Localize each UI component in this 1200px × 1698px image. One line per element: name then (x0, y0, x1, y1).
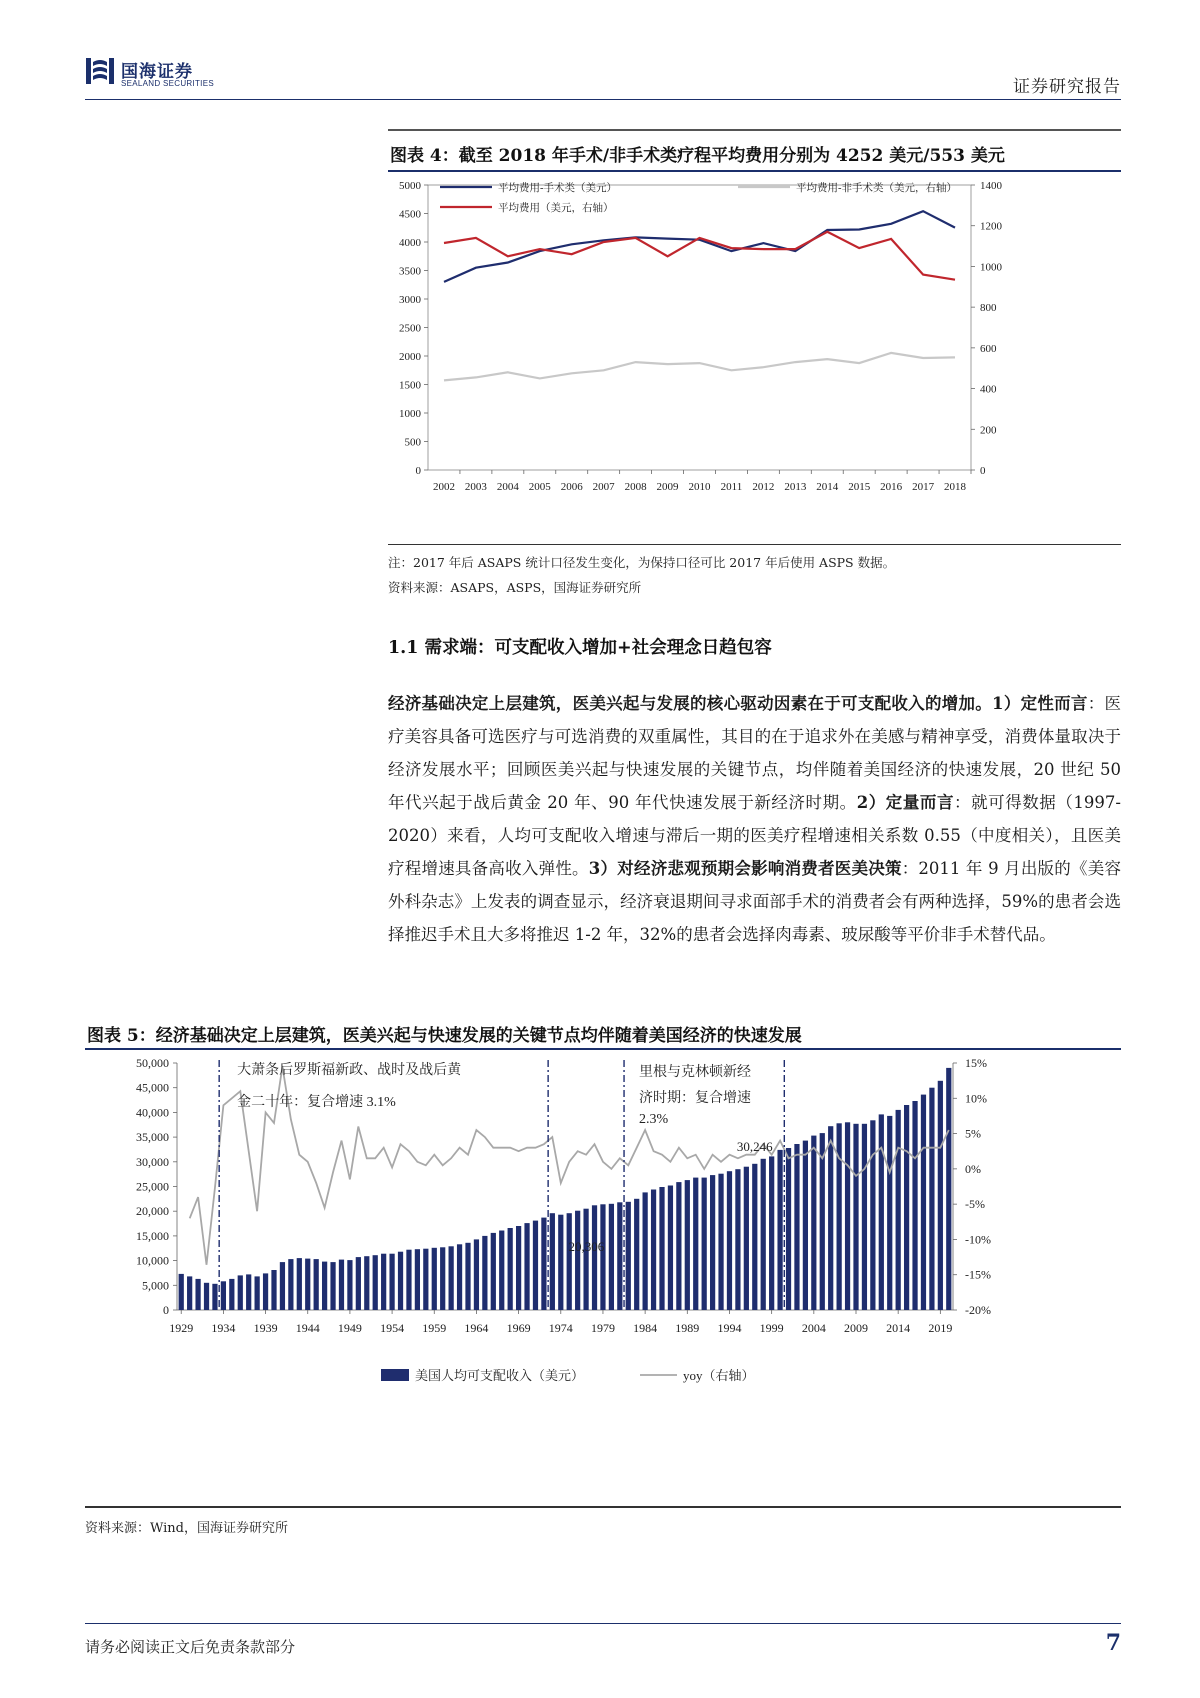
chart5-y-tick-label: 25,000 (136, 1179, 169, 1194)
chart5-y-tick-label: 40,000 (136, 1105, 169, 1120)
chart5-bar (710, 1175, 715, 1310)
chart4-x-tick-label: 2008 (624, 481, 647, 493)
chart5-bar (609, 1204, 614, 1310)
chart5-y-tick-label: 50,000 (136, 1056, 169, 1070)
chart4-series-line-1 (444, 353, 955, 381)
chart5-y2-tick-label: -15% (965, 1267, 991, 1282)
figure5-chart (85, 1054, 1121, 1504)
chart5-bar (929, 1088, 934, 1310)
chart5-bar (845, 1122, 850, 1310)
chart5-data-label: 20,306 (568, 1239, 605, 1255)
chart5-bar (322, 1262, 327, 1310)
chart5-bar (769, 1156, 774, 1310)
para-text-1: ：医疗美容具备可选医疗与可选消费的双重属性，其目的在于追求外在美感与精神享受，消费体量取决于经济发展水平；回顾医美兴起与快速发展的关键节点，均伴随着美国经济的快速发展，20 世纪 50 年代兴起于战后黄金 20 年、90 年代快速发展于新经济时期。 (388, 694, 1121, 812)
chart5-bar (702, 1178, 707, 1310)
chart4-x-tick-label: 2017 (912, 481, 935, 493)
chart4-y-tick-label: 1500 (399, 379, 421, 392)
figure4-note: 注：2017 年后 ASAPS 统计口径发生变化，为保持口径可比 2017 年后使用 ASPS 数据。 (388, 555, 896, 570)
chart5-x-tick-label: 1969 (506, 1321, 531, 1335)
chart5-bar (541, 1218, 546, 1310)
chart5-bar (179, 1274, 184, 1310)
chart5-y2-tick-label: 5% (965, 1126, 981, 1141)
chart5-bar (803, 1141, 808, 1310)
chart5-y-tick-label: 45,000 (136, 1080, 169, 1095)
chart5-bar (187, 1276, 192, 1310)
chart4-x-tick-label: 2002 (432, 481, 455, 493)
body-paragraph (388, 687, 1121, 951)
chart5-bar (676, 1182, 681, 1310)
chart5-bar (777, 1150, 782, 1310)
chart5-bar (786, 1148, 791, 1310)
chart5-y2-tick-label: 0% (965, 1161, 981, 1176)
chart5-x-tick-label: 2014 (886, 1321, 911, 1335)
chart5-annotation: 里根与克林顿新经 (639, 1065, 752, 1080)
chart4-y-tick-label: 2500 (399, 322, 421, 335)
chart5-bar (474, 1239, 479, 1310)
chart4-series-line-0 (444, 211, 955, 282)
chart4-y2-tick-label: 1200 (980, 220, 1002, 233)
chart5-annotation: 金二十年：复合增速 3.1% (237, 1095, 396, 1110)
chart5-bar (921, 1095, 926, 1310)
chart4-legend-label: 平均费用-非手术类（美元，右轴） (796, 183, 957, 194)
chart5-bar (904, 1105, 909, 1310)
chart5-x-tick-label: 1959 (422, 1321, 447, 1335)
chart5-x-tick-label: 1944 (295, 1321, 320, 1335)
chart5-bar (651, 1190, 656, 1311)
chart5-bar (533, 1221, 538, 1310)
chart5-bar (567, 1213, 572, 1310)
chart5-bar (887, 1116, 892, 1310)
chart4-x-tick-label: 2007 (592, 481, 615, 493)
chart5-bar (288, 1259, 293, 1310)
chart5-bar (238, 1275, 243, 1310)
chart4-x-tick-label: 2016 (880, 481, 903, 493)
chart5-bar (558, 1215, 563, 1310)
chart5-bar (491, 1233, 496, 1310)
figure4-source: 资料来源：ASAPS，ASPS，国海证券研究所 (388, 580, 642, 595)
chart5-x-tick-label: 1939 (253, 1321, 278, 1335)
chart5-bar (204, 1283, 209, 1310)
chart5-bar (432, 1248, 437, 1310)
brand-name-en: SEALAND SECURITIES (121, 79, 214, 88)
chart5-bar (938, 1081, 943, 1310)
chart4-y2-tick-label: 1000 (980, 261, 1002, 274)
chart5-x-tick-label: 1929 (169, 1321, 194, 1335)
chart5-bar (297, 1258, 302, 1310)
para-bold-1: 经济基础决定上层建筑，医美兴起与发展的核心驱动因素在于可支配收入的增加。1）定性而言 (388, 694, 1088, 713)
chart5-y2-tick-label: -20% (965, 1303, 991, 1317)
chart5-bar (853, 1124, 858, 1310)
chart5-bar (280, 1262, 285, 1310)
chart4-y-tick-label: 4000 (399, 237, 421, 249)
chart5-bar (668, 1186, 673, 1311)
para-bold-3: 3）对经济悲观预期会影响消费者医美决策 (588, 859, 902, 878)
chart5-bar (398, 1252, 403, 1310)
figure4-top-rule (388, 129, 1121, 131)
chart5-bar (946, 1068, 951, 1310)
chart5-bar (389, 1254, 394, 1310)
chart5-x-tick-label: 1999 (759, 1321, 784, 1335)
chart5-bar (330, 1262, 335, 1310)
figure4-title-rule (388, 170, 1121, 172)
chart5-bar (457, 1244, 462, 1310)
chart5-bar (271, 1270, 276, 1310)
chart5-bar (811, 1136, 816, 1310)
chart5-bar (912, 1101, 917, 1310)
chart4-y2-tick-label: 1400 (980, 180, 1002, 192)
chart5-y-tick-label: 5,000 (142, 1278, 169, 1293)
chart5-bar (415, 1249, 420, 1310)
chart5-x-tick-label: 2004 (801, 1321, 826, 1335)
chart5-bar (508, 1228, 513, 1310)
chart5-bar (212, 1284, 217, 1310)
chart5-x-tick-label: 1964 (464, 1321, 489, 1335)
chart5-bar (423, 1249, 428, 1310)
footer-disclaimer: 请务必阅读正文后免责条款部分 (85, 1638, 296, 1656)
chart5-bar (870, 1120, 875, 1310)
chart5-x-tick-label: 2009 (844, 1321, 868, 1335)
page-header (85, 48, 1121, 100)
para-text-2: ：就可得数据（1997-2020）来看，人均可支配收入增速与滞后一期的医美疗程增速相关系数 0.55（中度相关），且医美疗程增速具备高收入弹性。 (388, 793, 1121, 878)
brand-name-cn: 国海证券 (121, 62, 193, 82)
chart5-bar (449, 1246, 454, 1310)
chart4-y2-tick-label: 800 (980, 302, 997, 315)
chart5-x-tick-label: 1974 (548, 1321, 573, 1335)
chart5-bar (659, 1187, 664, 1310)
chart5-bar (356, 1257, 361, 1310)
chart5-bar (879, 1114, 884, 1310)
figure5-title-rule (85, 1048, 1121, 1050)
chart5-x-tick-label: 1979 (590, 1321, 615, 1335)
chart5-x-tick-label: 2019 (928, 1321, 953, 1335)
figure5-title: 图表 5：经济基础决定上层建筑，医美兴起与快速发展的关键节点均伴随着美国经济的快速发展 (87, 1026, 802, 1046)
page-number: 7 (1105, 1630, 1121, 1656)
chart5-bar (550, 1213, 555, 1310)
chart4-x-tick-label: 2012 (752, 481, 775, 493)
chart5-bar (499, 1231, 504, 1311)
chart4-y-tick-label: 5000 (399, 180, 421, 192)
chart5-y2-tick-label: -5% (965, 1197, 985, 1212)
chart5-bar (626, 1202, 631, 1310)
chart5-bar (221, 1281, 226, 1310)
chart4-x-tick-label: 2006 (560, 481, 583, 493)
para-bold-2: 2）定量而言 (856, 793, 955, 812)
chart5-bar (752, 1164, 757, 1310)
chart5-x-tick-label: 1984 (633, 1321, 658, 1335)
chart4-y2-tick-label: 400 (980, 383, 997, 396)
figure4-bottom-rule (388, 544, 1121, 545)
figure4-title: 图表 4：截至 2018 年手术/非手术类疗程平均费用分别为 4252 美元/553 美元 (390, 146, 1005, 166)
chart5-y2-tick-label: -10% (965, 1232, 991, 1247)
chart5-bar (195, 1279, 200, 1310)
chart5-bar (794, 1144, 799, 1310)
chart5-bar (685, 1180, 690, 1310)
chart5-bar (314, 1259, 319, 1310)
chart5-bar (727, 1171, 732, 1310)
chart4-y2-tick-label: 200 (980, 424, 997, 437)
chart5-bar (583, 1209, 588, 1310)
chart5-legend-swatch-bar (381, 1369, 409, 1381)
chart5-data-label: 30,246 (736, 1138, 773, 1154)
chart5-bar (482, 1236, 487, 1310)
chart5-annotation: 大萧条后罗斯福新政、战时及战后黄 (237, 1063, 462, 1078)
chart5-bar (263, 1273, 268, 1310)
chart5-y-tick-label: 30,000 (136, 1154, 169, 1169)
chart5-bar (516, 1226, 521, 1310)
page-footer (85, 1623, 1121, 1656)
chart5-y-tick-label: 15,000 (136, 1228, 169, 1243)
chart5-legend-label: 美国人均可支配收入（美元） (415, 1368, 585, 1383)
chart4-x-tick-label: 2018 (944, 481, 967, 493)
chart5-bar (643, 1192, 648, 1310)
chart5-bar (592, 1205, 597, 1310)
chart5-y-tick-label: 0 (163, 1303, 169, 1317)
sealand-logo-icon (85, 56, 115, 86)
chart4-y-tick-label: 500 (404, 436, 421, 449)
chart5-x-tick-label: 1989 (675, 1321, 700, 1335)
report-type-label: 证券研究报告 (1013, 77, 1121, 97)
chart5-bar (896, 1110, 901, 1310)
chart5-annotation: 济时期：复合增速 (639, 1091, 752, 1106)
chart5-bar (347, 1260, 352, 1310)
chart5-bar (761, 1159, 766, 1310)
chart5-bar (255, 1276, 260, 1310)
chart5-bar (693, 1178, 698, 1310)
chart5-y2-tick-label: 15% (965, 1056, 987, 1070)
chart5-bar (305, 1259, 310, 1310)
chart5-x-tick-label: 1934 (211, 1321, 236, 1335)
chart5-bar (600, 1204, 605, 1310)
chart4-y-tick-label: 3000 (399, 294, 421, 306)
chart5-bar (465, 1243, 470, 1310)
chart5-bar (246, 1274, 251, 1310)
chart4-x-tick-label: 2009 (656, 481, 679, 493)
chart4-x-tick-label: 2004 (496, 481, 519, 493)
chart5-x-tick-label: 1954 (380, 1321, 405, 1335)
chart4-plot-frame (428, 185, 971, 470)
chart4-legend-label: 平均费用（美元，右轴） (498, 203, 614, 214)
chart5-bar (381, 1254, 386, 1310)
section-heading: 1.1 需求端：可支配收入增加+社会理念日趋包容 (388, 638, 772, 658)
chart5-bar (373, 1255, 378, 1310)
chart5-x-tick-label: 1949 (337, 1321, 362, 1335)
chart5-x-tick-label: 1994 (717, 1321, 742, 1335)
chart4-legend-label: 平均费用-手术类（美元） (498, 183, 617, 194)
chart4-series-line-2 (444, 232, 955, 280)
figure5-source: 资料来源：Wind，国海证券研究所 (85, 1521, 288, 1536)
chart5-bar (575, 1211, 580, 1310)
figure4-chart (388, 178, 1121, 542)
chart5-bar (828, 1126, 833, 1310)
chart4-x-tick-label: 2011 (720, 481, 743, 493)
chart5-bar (744, 1167, 749, 1310)
chart5-bar (617, 1202, 622, 1310)
chart4-y2-tick-label: 0 (980, 465, 986, 477)
chart5-bar (634, 1199, 639, 1310)
chart4-x-tick-label: 2010 (688, 481, 711, 493)
chart5-y-tick-label: 35,000 (136, 1130, 169, 1145)
chart5-bar (364, 1256, 369, 1310)
chart4-x-tick-label: 2013 (784, 481, 807, 493)
chart5-bar (229, 1279, 234, 1310)
chart5-y2-tick-label: 10% (965, 1091, 987, 1106)
chart5-y-tick-label: 20,000 (136, 1204, 169, 1219)
chart4-x-tick-label: 2003 (464, 481, 487, 493)
para-text-3: ：2011 年 9 月出版的《美容外科杂志》上发表的调查显示，经济衰退期间寻求面部手术的消费者会有两种选择，59%的患者会选择推迟手术且大多将推迟 1-2 年，32%的患者会选择肉毒素、玻尿酸等平价非手术替代品。 (388, 859, 1121, 944)
chart5-bar (339, 1260, 344, 1310)
chart4-y-tick-label: 4500 (399, 208, 421, 221)
chart5-bar (406, 1250, 411, 1310)
chart4-y-tick-label: 3500 (399, 265, 421, 278)
figure5-bottom-rule (85, 1506, 1121, 1508)
chart4-y-tick-label: 2000 (399, 351, 421, 363)
chart4-y-tick-label: 1000 (399, 408, 421, 420)
chart4-x-tick-label: 2005 (528, 481, 551, 493)
chart5-bar (735, 1169, 740, 1310)
chart4-y-tick-label: 0 (415, 465, 421, 477)
chart5-annotation: 2.3% (639, 1112, 669, 1127)
chart4-x-tick-label: 2014 (816, 481, 839, 493)
chart5-bar (837, 1123, 842, 1310)
chart5-bar (440, 1247, 445, 1310)
chart5-bar (524, 1223, 529, 1310)
chart5-bar (718, 1174, 723, 1310)
chart5-y-tick-label: 10,000 (136, 1253, 169, 1268)
chart5-legend-label: yoy（右轴） (683, 1368, 755, 1383)
chart4-x-tick-label: 2015 (848, 481, 871, 493)
chart5-bar (862, 1124, 867, 1310)
chart4-y2-tick-label: 600 (980, 342, 997, 355)
